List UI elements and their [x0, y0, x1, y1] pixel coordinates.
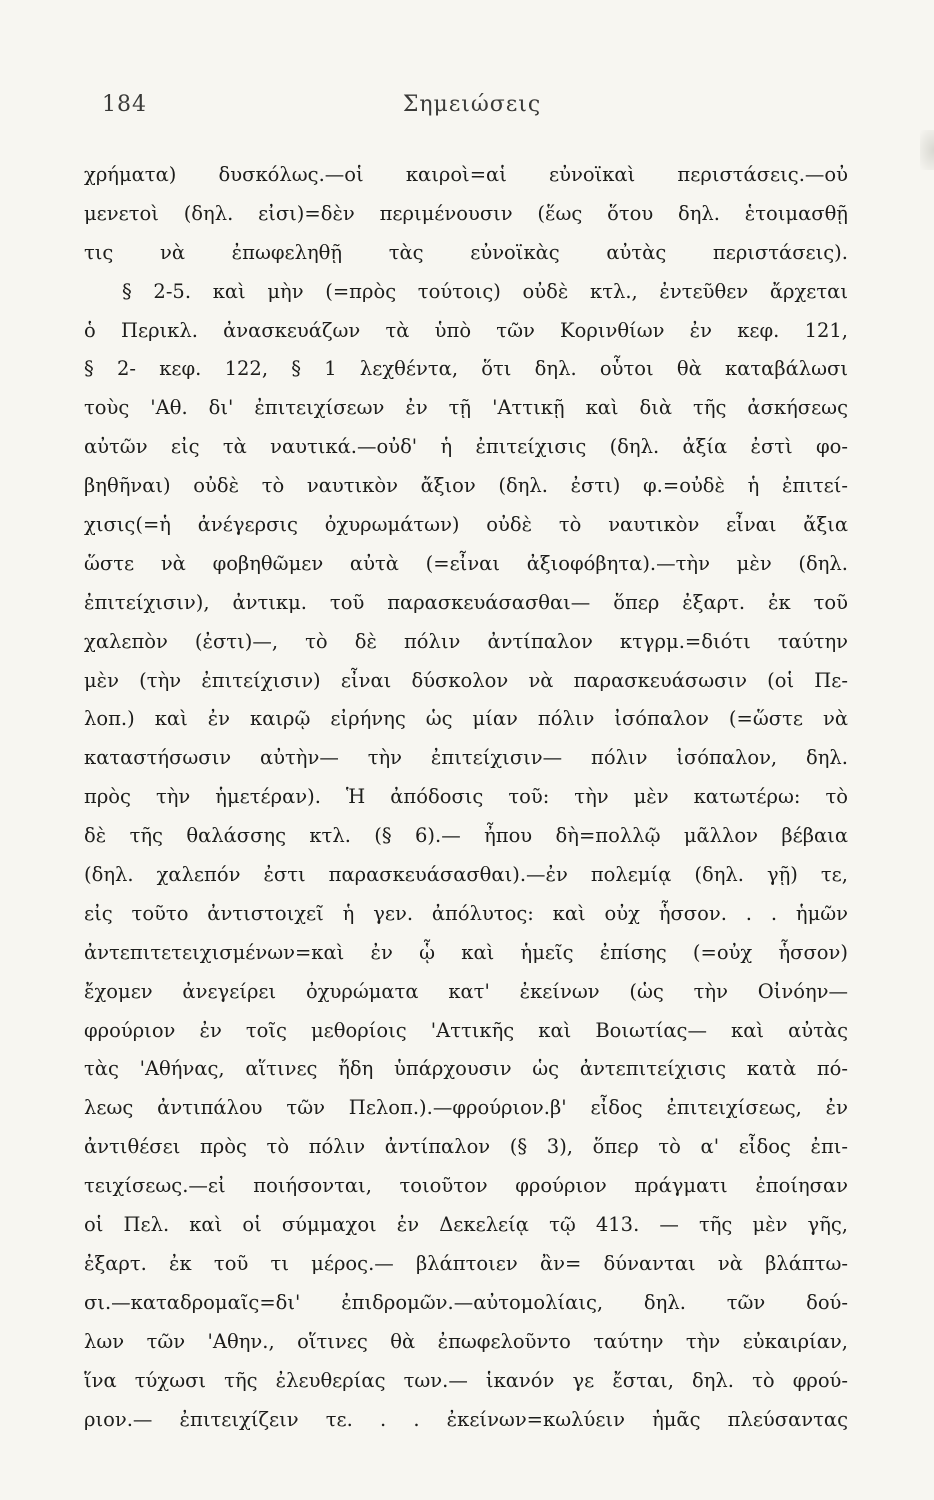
text-line: τὰς 'Αθήνας, αἵτινες ἤδη ὑπάρχουσιν ὡς ἀντεπιτείχισις κατὰ πό- — [84, 1057, 848, 1081]
text-line: τις νὰ ἐπωφεληθῇ τὰς εὐνοϊκὰς αὐτὰς περιστάσεις). — [84, 240, 848, 264]
text-line: τοὺς 'Αθ. δι' ἐπιτειχίσεων ἐν τῇ 'Αττικῇ καὶ διὰ τῆς ἀσκήσεως — [84, 396, 848, 420]
text-line: φρούριον ἐν τοῖς μεθορίοις 'Αττικῆς καὶ Βοιωτίας— καὶ αὐτὰς — [84, 1018, 848, 1042]
text-line: ριον.— ἐπιτειχίζειν τε. . . ἐκείνων=κωλύειν ἡμᾶς πλεύσαντας — [84, 1407, 848, 1431]
page-edge-mark — [920, 130, 934, 170]
text-line: καταστήσωσιν αὐτὴν— τὴν ἐπιτείχισιν— πόλιν ἰσόπαλον, δηλ. — [84, 746, 848, 770]
text-line: § 2- κεφ. 122, § 1 λεχθέντα, ὅτι δηλ. οὗτοι θὰ καταβάλωσι — [84, 357, 848, 381]
text-line: (δηλ. χαλεπόν ἐστι παρασκευάσασθαι).—ἐν πολεμίᾳ (δηλ. γῇ) τε, — [84, 863, 848, 887]
page-header — [92, 92, 852, 132]
text-line: χισις(=ἡ ἀνέγερσις ὀχυρωμάτων) οὐδὲ τὸ ναυτικὸν εἶναι ἄξια — [84, 513, 848, 537]
text-line: ἐπιτείχισιν), ἀντικμ. τοῦ παρασκευάσασθαι— ὅπερ ἐξαρτ. ἐκ τοῦ — [84, 590, 848, 614]
body-text — [84, 156, 848, 1439]
text-line: αὐτῶν εἰς τὰ ναυτικά.—οὐδ' ἡ ἐπιτείχισις (δηλ. ἀξία ἐστὶ φο- — [84, 435, 848, 459]
text-line: ὁ Περικλ. ἀνασκευάζων τὰ ὑπὸ τῶν Κορινθίων ἐν κεφ. 121, — [84, 318, 848, 342]
text-line: μὲν (τὴν ἐπιτείχισιν) εἶναι δύσκολον νὰ παρασκευάσωσιν (οἱ Πε- — [84, 668, 848, 692]
text-line: λεως ἀντιπάλου τῶν Πελοπ.).—φρούριον.β' εἶδος ἐπιτειχίσεως, ἐν — [84, 1096, 848, 1120]
text-line: ἀντεπιτετειχισμένων=καὶ ἐν ᾧ καὶ ἡμεῖς ἐπίσης (=οὐχ ἧσσον) — [84, 940, 848, 964]
text-line: πρὸς τὴν ἡμετέραν). Ἡ ἀπόδοσις τοῦ: τὴν μὲν κατωτέρω: τὸ — [84, 785, 848, 809]
text-line: λων τῶν 'Αθην., οἵτινες θὰ ἐπωφελοῦντο ταύτην τὴν εὐκαιρίαν, — [84, 1329, 848, 1353]
text-line: ἀντιθέσει πρὸς τὸ πόλιν ἀντίπαλον (§ 3), ὅπερ τὸ α' εἶδος ἐπι- — [84, 1135, 848, 1159]
text-line: τειχίσεως.—εἰ ποιήσονται, τοιοῦτον φρούριον πράγματι ἐποίησαν — [84, 1174, 848, 1198]
text-line: χρήματα) δυσκόλως.—οἱ καιροὶ=αἱ εὐνοϊκαὶ περιστάσεις.—οὐ — [84, 163, 848, 186]
text-line: εἰς τοῦτο ἀντιστοιχεῖ ἡ γεν. ἀπόλυτος: καὶ οὐχ ἧσσον. . . ἡμῶν — [84, 901, 848, 925]
running-head: Σημειώσεις — [402, 92, 542, 117]
text-line: § 2-5. καὶ μὴν (=πρὸς τούτοις) οὐδὲ κτλ., ἐντεῦθεν ἄρχεται — [122, 279, 848, 303]
text-line: ἵνα τύχωσι τῆς ἐλευθερίας των.— ἱκανόν γε ἔσται, δηλ. τὸ φρού- — [84, 1368, 848, 1392]
page-number: 184 — [102, 92, 147, 117]
text-line: σι.—καταδρομαῖς=δι' ἐπιδρομῶν.—αὐτομολίαις, δηλ. τῶν δού- — [84, 1290, 848, 1314]
text-line: λοπ.) καὶ ἐν καιρῷ εἰρήνης ὡς μίαν πόλιν ἰσόπαλον (=ὥστε νὰ — [84, 707, 848, 731]
text-line: βηθῆναι) οὐδὲ τὸ ναυτικὸν ἄξιον (δηλ. ἐστι) φ.=οὐδὲ ἡ ἐπιτεί- — [84, 474, 848, 498]
text-line: ἐξαρτ. ἐκ τοῦ τι μέρος.— βλάπτοιεν ἂν= δύνανται νὰ βλάπτω- — [84, 1251, 848, 1275]
text-line: ὥστε νὰ φοβηθῶμεν αὐτὰ (=εἶναι ἀξιοφόβητα).—τὴν μὲν (δηλ. — [84, 551, 848, 575]
text-line: οἱ Πελ. καὶ οἱ σύμμαχοι ἐν Δεκελείᾳ τῷ 413. — τῆς μὲν γῆς, — [84, 1213, 848, 1237]
text-line: χαλεπὸν (ἐστι)—, τὸ δὲ πόλιν ἀντίπαλον κτγρμ.=διότι ταύτην — [84, 629, 848, 653]
text-line: μενετοὶ (δηλ. εἰσι)=δὲν περιμένουσιν (ἕως ὅτου δηλ. ἑτοιμασθῇ — [84, 201, 848, 225]
text-line: ἔχομεν ἀνεγείρει ὀχυρώματα κατ' ἐκείνων (ὡς τὴν Οἰνόην— — [84, 979, 848, 1003]
text-line: δὲ τῆς θαλάσσης κτλ. (§ 6).— ἦπου δὴ=πολλῷ μᾶλλον βέβαια — [84, 824, 848, 848]
